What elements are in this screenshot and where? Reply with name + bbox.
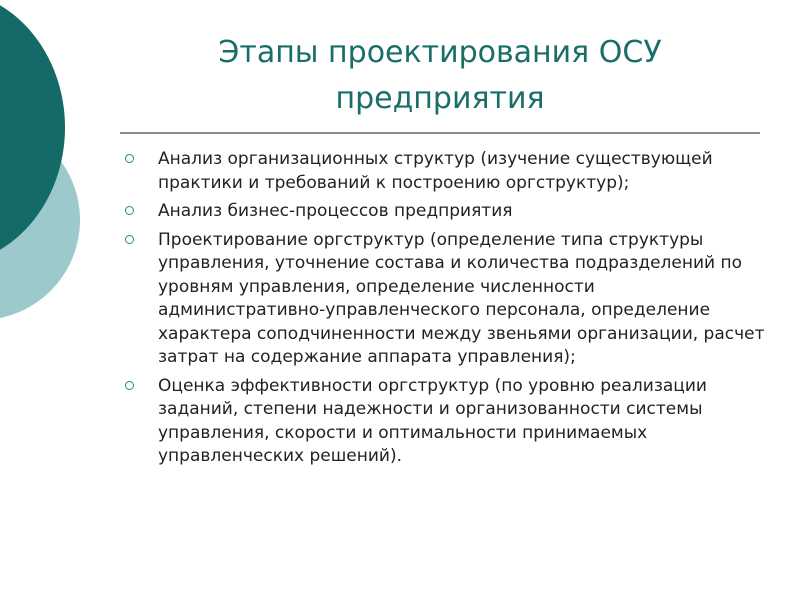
hollow-circle-icon — [125, 206, 134, 215]
hollow-circle-icon — [125, 381, 134, 390]
slide-title-line-2: предприятия — [335, 81, 545, 116]
slide-title-line-1: Этапы проектирования ОСУ — [218, 35, 662, 70]
bullet-item — [125, 375, 765, 469]
bullet-item — [125, 229, 765, 370]
bullet-item — [125, 200, 765, 224]
bullet-text: Анализ бизнес-процессов предприятия — [158, 201, 513, 221]
hollow-circle-icon — [125, 235, 134, 244]
bullet-text: Анализ организационных структур (изучение существующей практики и требований к построению оргструктур); — [158, 149, 713, 193]
bullet-item — [125, 148, 765, 195]
slide-title — [120, 30, 760, 122]
title-divider — [120, 132, 760, 134]
hollow-circle-icon — [125, 154, 134, 163]
bullet-text: Проектирование оргструктур (определение типа структуры управления, уточнение состава и количества подразделений по уровням управления, определение численности административно-управленческого персонала, определение характера соподчиненности между звеньями организации, расчет затрат на содержание аппарата управления); — [158, 229, 765, 367]
bullet-list — [125, 148, 765, 474]
bullet-text: Оценка эффективности оргструктур (по уровню реализации заданий, степени надежности и организованности системы управления, скорости и оптимальности принимаемых управленческих решений). — [158, 375, 707, 466]
